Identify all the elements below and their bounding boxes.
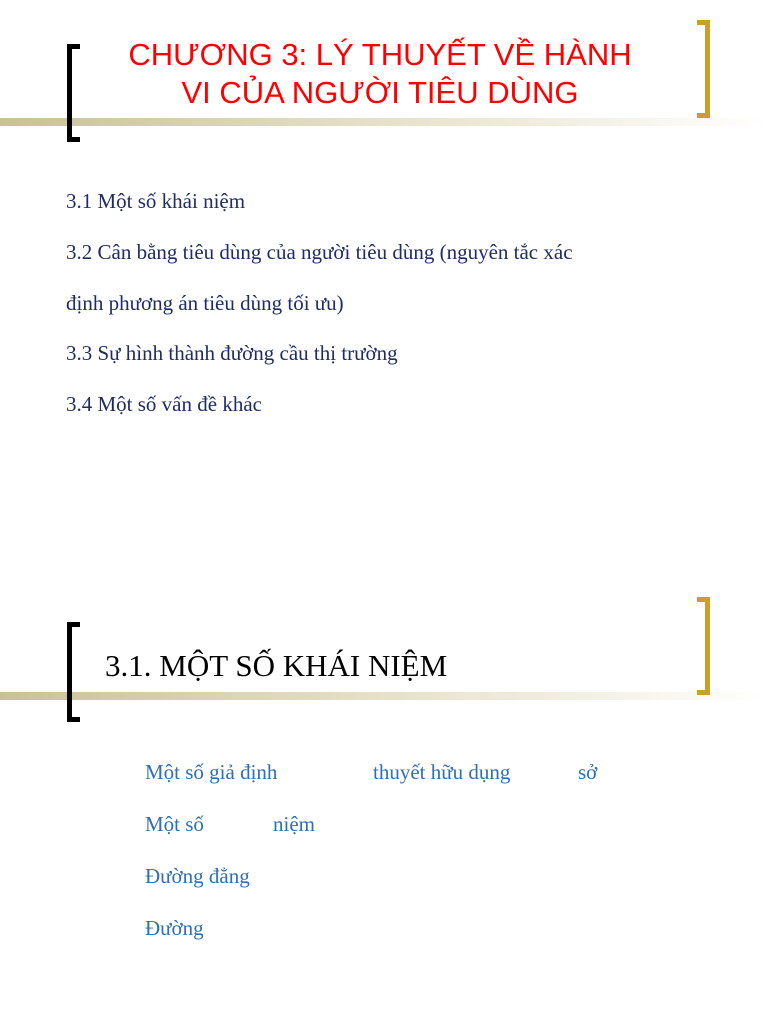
- list-item: [145, 852, 705, 904]
- list-item: [145, 904, 705, 956]
- slide-1-outline: [66, 176, 706, 430]
- list-item: [145, 800, 705, 852]
- slide-2-title: 3.1. MỘT SỐ KHÁI NIỆM: [105, 648, 448, 683]
- list-item-text: niệm: [273, 812, 315, 836]
- title-underline-bar: [0, 118, 768, 126]
- slide-1-title-line-2: VI CỦA NGƯỜI TIÊU DÙNG: [181, 75, 579, 110]
- slide-2-list: [145, 748, 705, 956]
- outline-item-3-1: 3.1 Một số khái niệm: [66, 189, 246, 213]
- list-item: [145, 748, 705, 800]
- left-bracket: [67, 44, 80, 142]
- outline-item-3-2: 3.2 Cân bằng tiêu dùng của người tiêu dùng (nguyên tắc xác: [66, 240, 573, 264]
- right-bracket: [697, 20, 710, 118]
- outline-item-3-2-continued: định phương án tiêu dùng tối ưu): [66, 291, 344, 315]
- outline-item-3-4: 3.4 Một số vấn đề khác: [66, 392, 262, 416]
- list-item-text: Đường: [145, 916, 204, 940]
- left-bracket: [67, 622, 80, 722]
- slide-1-title-line-1: CHƯƠNG 3: LÝ THUYẾT VỀ HÀNH: [128, 37, 632, 72]
- list-item-text: sở: [578, 760, 598, 784]
- list-item-text: Một số giả định: [145, 760, 278, 784]
- right-bracket: [697, 597, 710, 695]
- list-item-text: thuyết hữu dụng: [373, 760, 511, 784]
- list-item-text: Đường đẳng: [145, 864, 250, 888]
- title-underline-bar: [0, 692, 768, 700]
- list-item-text: Một số: [145, 812, 204, 836]
- slide-1-title: [90, 36, 670, 112]
- outline-item-3-3: 3.3 Sự hình thành đường cầu thị trường: [66, 341, 398, 365]
